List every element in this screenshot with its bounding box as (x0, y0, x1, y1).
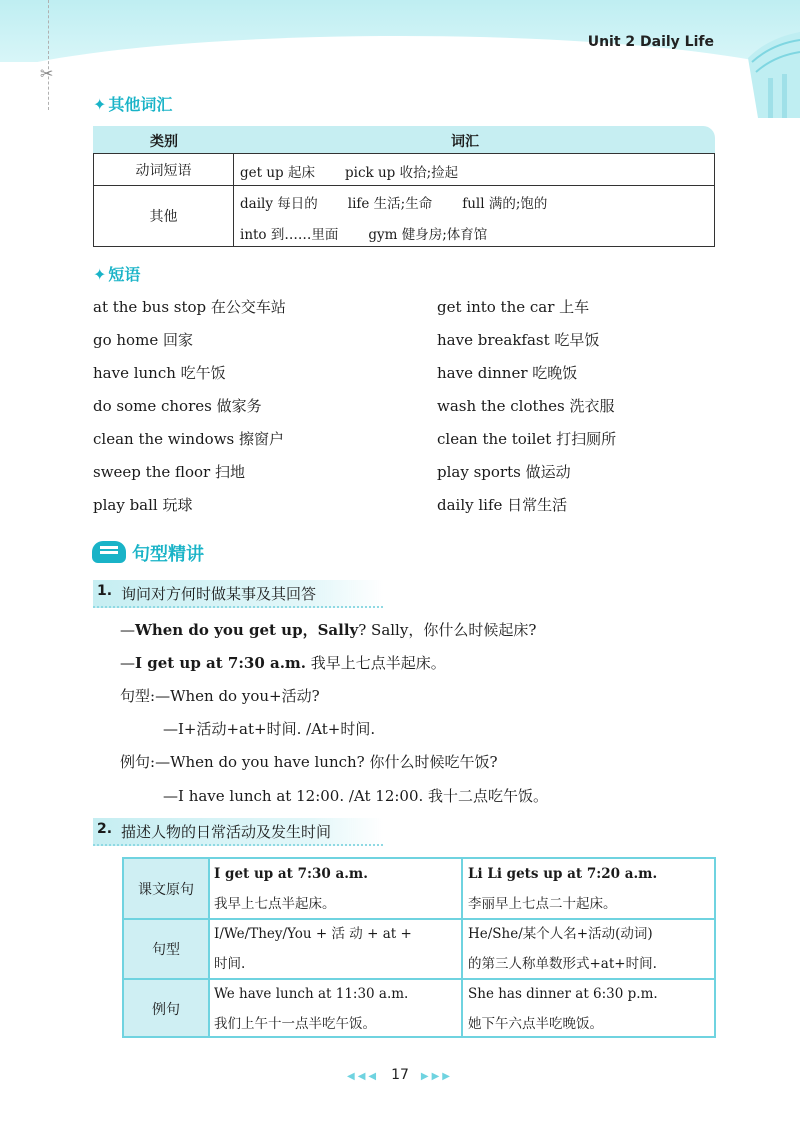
phrase-item: sweep the floor 扫地 (93, 463, 245, 481)
vocab-word: gym 健身房;体育馆 (368, 227, 488, 243)
point-heading (93, 818, 383, 846)
phrase-item: get into the car 上车 (437, 298, 590, 316)
table-cell: I get up at 7:30 a.m. 我早上七点半起床。 (214, 866, 368, 912)
table-divider (461, 859, 463, 1036)
phrase-item: wash the clothes 洗衣服 (437, 397, 615, 415)
table-divider (94, 185, 714, 186)
arrows-left-icon: ◀◀◀ (347, 1071, 380, 1082)
arrows-right-icon: ▶▶▶ (420, 1071, 453, 1082)
col-category-header: 类别 (150, 134, 178, 150)
pattern-question: 句型:—When do you+活动? (120, 687, 320, 705)
dialogue-answer: —I get up at 7:30 a.m. 我早上七点半起床。 (120, 654, 446, 672)
vocab-words-row (240, 223, 517, 243)
phrase-item: clean the toilet 打扫厕所 (437, 430, 617, 448)
vocab-table (93, 153, 715, 247)
vocab-word: pick up 收拾;捡起 (344, 165, 459, 181)
table-divider (233, 154, 234, 246)
vocab-category: 其他 (149, 209, 178, 225)
page-footer (0, 1067, 800, 1083)
phrase-item: at the bus stop 在公交车站 (93, 298, 286, 316)
table-cell: Li Li gets up at 7:20 a.m. 李丽早上七点二十起床。 (468, 866, 658, 912)
vocab-category: 动词短语 (135, 163, 192, 179)
vocab-word: full 满的;饱的 (462, 196, 548, 212)
point-number: 2. (97, 821, 113, 837)
vocab-section-title: ✦ 其他词汇 (93, 95, 173, 114)
pattern-answer: —I+活动+at+时间. /At+时间. (163, 720, 376, 738)
page-number: 17 (391, 1067, 409, 1083)
diamond-icon: ✦ (93, 95, 107, 114)
table-cell: We have lunch at 11:30 a.m. 我们上午十一点半吃午饭。 (214, 986, 409, 1032)
vocab-word: life 生活;生命 (347, 196, 433, 212)
building-decoration-icon (738, 28, 800, 118)
running-head: Unit 2 Daily Life (587, 34, 714, 50)
table-divider (208, 859, 210, 1036)
phrase-item: clean the windows 擦窗户 (93, 430, 285, 448)
diamond-icon: ✦ (93, 265, 107, 284)
phrase-item: go home 回家 (93, 331, 193, 349)
vocab-word: into 到……里面 (240, 227, 339, 243)
dialogue-question: —When do you get up，Sally? Sally，你什么时候起床? (120, 621, 537, 639)
phrase-item: have lunch 吃午饭 (93, 364, 226, 382)
row-label: 课文原句 (138, 882, 194, 898)
phrase-item: play ball 玩球 (93, 496, 193, 514)
phrases-section-title: ✦ 短语 (93, 265, 141, 284)
cut-line (48, 0, 49, 110)
vocab-words-row (240, 161, 488, 181)
vocab-word: daily 每日的 (240, 196, 318, 212)
sentences-section-title: 句型精讲 (132, 544, 204, 565)
col-words-header: 词汇 (451, 134, 479, 150)
phrase-item: play sports 做运动 (437, 463, 571, 481)
vocab-words-row (240, 192, 577, 212)
phrase-item: have dinner 吃晚饭 (437, 364, 578, 382)
row-label: 例句 (152, 1002, 180, 1018)
vocab-table-header (93, 126, 715, 153)
table-cell: He/She/某个人名+活动(动词) 的第三人称单数形式+at+时间. (468, 926, 657, 972)
point-number: 1. (97, 583, 113, 599)
section-badge-icon (92, 541, 126, 563)
row-label: 句型 (152, 942, 180, 958)
phrase-item: daily life 日常生活 (437, 496, 568, 514)
example-question: 例句:—When do you have lunch? 你什么时候吃午饭? (120, 753, 498, 771)
point-heading (93, 580, 383, 608)
vocab-word: get up 起床 (240, 165, 315, 181)
phrase-item: do some chores 做家务 (93, 397, 262, 415)
phrase-item: have breakfast 吃早饭 (437, 331, 600, 349)
activity-table (122, 857, 716, 1038)
scissors-icon: ✂ (40, 64, 54, 83)
table-cell: I/We/They/You + 活 动 + at + 时间. (214, 926, 412, 972)
point-title: 询问对方何时做某事及其回答 (121, 585, 317, 603)
example-answer: —I have lunch at 12:00. /At 12:00. 我十二点吃午饭。 (163, 787, 549, 805)
point-title: 描述人物的日常活动及发生时间 (121, 823, 332, 841)
table-cell: She has dinner at 6:30 p.m. 她下午六点半吃晚饭。 (468, 986, 658, 1032)
